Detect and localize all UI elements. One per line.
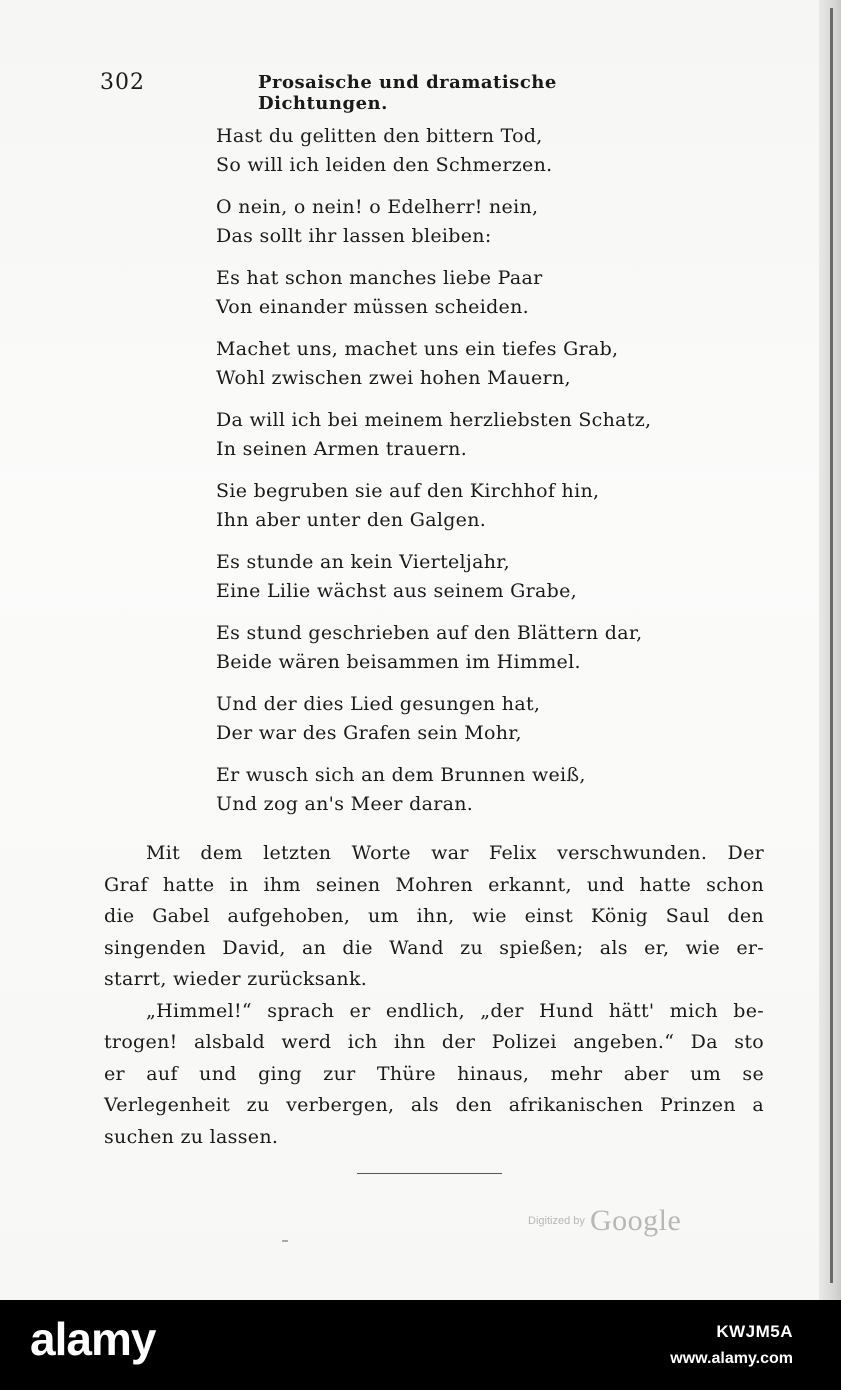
page-number: 302 [100,70,145,95]
prose-line: „Himmel!“ sprach er endlich, „der Hund hätt' mich be- [146,999,764,1022]
prose-line: trogen! alsbald werd ich ihn der Polizei angeben.“ Da sto [104,1031,764,1053]
banner-url: www.alamy.com [670,1350,793,1367]
stanza [216,264,696,322]
poem-line: Der war des Grafen sein Mohr, [216,722,522,744]
poem-line: Er wusch sich an dem Brunnen weiß, [216,764,586,786]
stanza [216,548,696,606]
stanza [216,193,696,251]
poem-line: Machet uns, machet uns ein tiefes Grab, [216,338,619,360]
banner-image-id: KWJM5A [716,1322,793,1341]
banner-logo: alamy [30,1313,156,1365]
prose-line: Verlegenheit zu verbergen, als den afrikanischen Prinzen a [104,1094,764,1116]
poem-line: Von einander müssen scheiden. [216,296,529,318]
prose-line: Mit dem letzten Worte war Felix verschwunden. Der [146,842,764,864]
poem-line: Beide wären beisammen im Himmel. [216,651,581,673]
poem-line: O nein, o nein! o Edelherr! nein, [216,196,539,218]
poem-line: Und zog an's Meer daran. [216,793,474,815]
stanza [216,619,696,677]
prose-line: singenden David, an die Wand zu spießen; als er, wie er- [104,936,764,959]
poem-line: Es hat schon manches liebe Paar [216,267,543,289]
section-end-rule [357,1173,502,1174]
stanza [216,406,696,464]
stanza [216,761,696,819]
stanza [216,690,696,748]
poem-line: Eine Lilie wächst aus seinem Grabe, [216,580,577,602]
watermark-brand: Google [589,1204,682,1237]
poem-line: Sie begruben sie auf den Kirchhof hin, [216,480,600,502]
prose-line: suchen zu lassen. [104,1125,279,1148]
poem-line: Es stunde an kein Vierteljahr, [216,551,510,573]
poem-line: Wohl zwischen zwei hohen Mauern, [216,367,571,389]
prose-line: starrt, wieder zurücksank. [104,968,368,990]
prose-line: er auf und ging zur Thüre hinaus, mehr aber um se [104,1062,764,1085]
poem-line: Hast du gelitten den bittern Tod, [216,125,543,147]
prose-paragraphs [104,838,764,1153]
prose-line: die Gabel aufgehoben, um ihn, wie einst König Saul den [104,905,764,927]
poem-line: Ihn aber unter den Galgen. [216,509,487,531]
stanza [216,122,696,180]
poem-line: Und der dies Lied gesungen hat, [216,693,541,715]
page-edge-line [830,8,833,1283]
poem-line: In seinen Armen trauern. [216,438,468,460]
poem-line: Es stund geschrieben auf den Blättern dar, [216,622,643,644]
stock-banner [0,1300,841,1390]
running-title: Prosaische und dramatische Dichtungen. [258,72,557,114]
poem [216,122,696,832]
poem-line: So will ich leiden den Schmerzen. [216,154,553,176]
poem-line: Das sollt ihr lassen bleiben: [216,225,492,247]
footer-mark [282,1240,288,1242]
stanza [216,335,696,393]
page-header [100,70,620,114]
watermark-prefix: Digitized by [528,1215,585,1227]
prose-line: Graf hatte in ihm seinen Mohren erkannt, und hatte schon [104,873,764,896]
poem-line: Da will ich bei meinem herzliebsten Schatz, [216,409,652,431]
stanza [216,477,696,535]
google-watermark [528,1204,708,1240]
